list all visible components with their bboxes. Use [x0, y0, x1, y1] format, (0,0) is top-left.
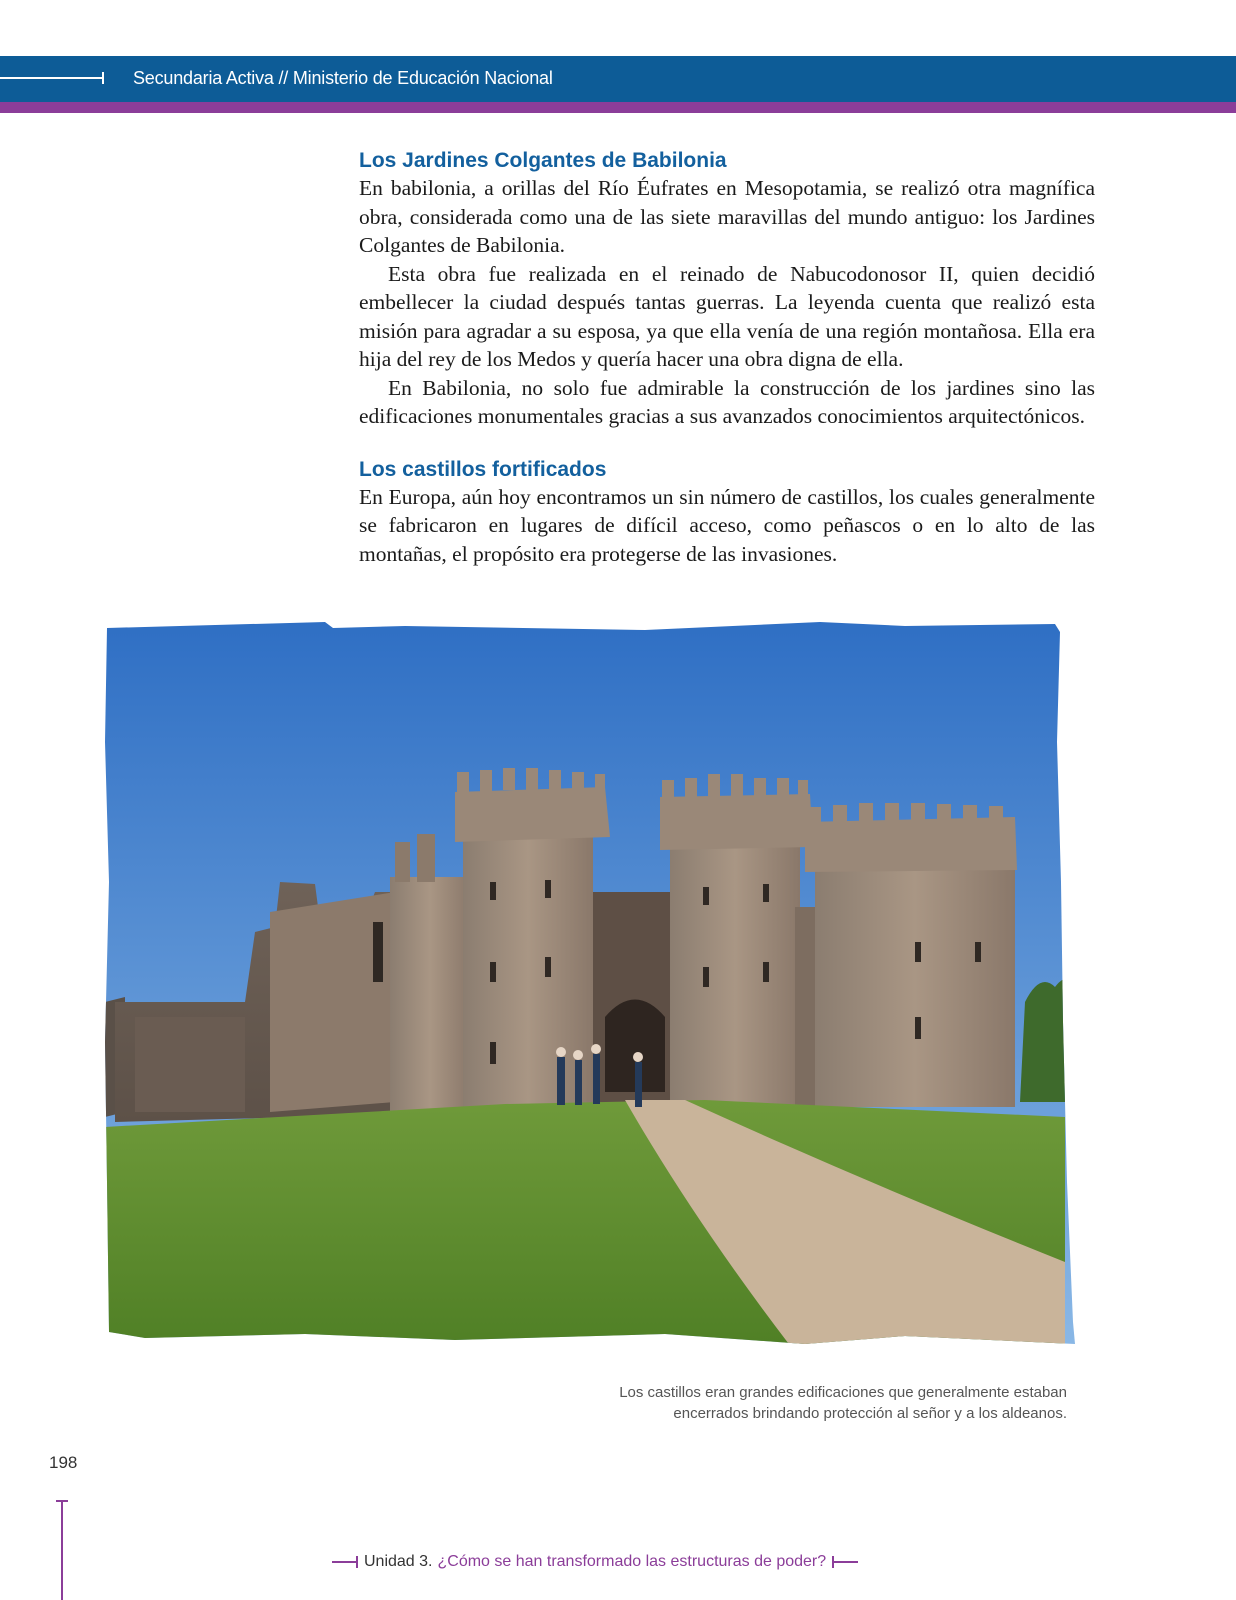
section-heading-castillos: Los castillos fortificados [359, 457, 607, 481]
caption-line: encerrados brindando protección al señor y a los aldeanos. [673, 1405, 1067, 1422]
footer-unit: Unidad 3. [364, 1553, 433, 1570]
main-content [359, 148, 1095, 568]
paragraph: En babilonia, a orillas del Río Éufrates en Mesopotamia, se realizó otra magnífica obra, considerada como una de las siete maravillas del mundo antiguo: los Jardines Colgantes de Babilonia. [359, 176, 1095, 257]
section-castillos [359, 457, 1095, 569]
paragraph: Esta obra fue realizada en el reinado de Nabucodonosor II, quien decidió embellecer la ciudad después tantas guerras. La leyenda cuenta que realizó esta misión para agradar a su esposa, ya que ella venía de una región montañosa. Ella era hija del rey de los Medos y quería hacer una obra digna de ella. [359, 261, 1095, 371]
header-accent-stripe [0, 102, 1236, 113]
header-rule [0, 77, 104, 79]
page-number: 198 [49, 1453, 78, 1472]
caption-line: Los castillos eran grandes edificaciones que generalmente estaban [619, 1384, 1067, 1401]
footer-rule-right [832, 1561, 858, 1563]
section-heading-jardines: Los Jardines Colgantes de Babilonia [359, 149, 727, 172]
paragraph: En Babilonia, no solo fue admirable la construcción de los jardines sino las edificaciones monumentales gracias a sus avanzados conocimientos arquitectónicos. [359, 375, 1095, 428]
header-rule-tick [102, 72, 104, 84]
paragraph: En Europa, aún hoy encontramos un sin número de castillos, los cuales generalmente se fabricaron en lugares de difícil acceso, como peñascos o en lo alto de las montañas, el propósito era protegerse de las invasiones. [359, 484, 1095, 566]
castle-photo [105, 622, 1095, 1352]
figure-caption [560, 1382, 1067, 1424]
footer [332, 1551, 858, 1573]
left-rule [61, 1500, 63, 1600]
footer-question: ¿Cómo se han transformado las estructuras de poder? [437, 1553, 827, 1570]
header-title: Secundaria Activa // Ministerio de Educación Nacional [133, 68, 553, 88]
footer-rule-left [332, 1561, 358, 1563]
